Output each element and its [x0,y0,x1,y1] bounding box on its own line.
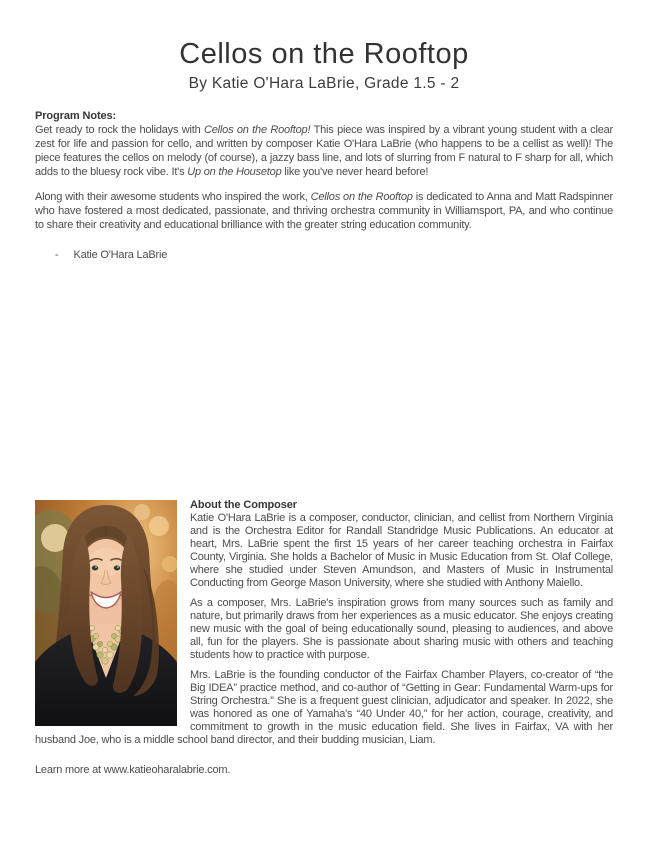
program-notes-heading: Program Notes: [35,110,117,122]
page-subtitle: By Katie O'Hara LaBrie, Grade 1.5 - 2 [188,75,460,92]
about-composer-section [35,499,613,777]
attribution-name: Katie O'Hara LaBrie [73,249,168,261]
about-paragraph-2: As a composer, Mrs. LaBrie's inspiration grows from many sources such as family and nature, but primarily draws from her experiences as a music educator. She enjoys creating new music with the goal of being educationally sound, pleasing to audiences, and above all, fun for the players. She is passionate about sharing music with others and teaching students how to practice with purpose. [190,597,613,661]
program-notes-section [35,109,613,262]
page-title: Cellos on the Rooftop [179,38,469,70]
about-paragraph-1: Katie O'Hara LaBrie is a composer, conductor, clinician, and cellist from Northern Virginia and is the Orchestra Editor for Randall Standridge Music Publications. An educator at heart, Mrs. LaBrie spent the first 15 years of her career teaching orchestra in Fairfax County, Virginia. She holds a Bachelor of Music in Music Education from St. Olaf College, where she studied under Steven Amundson, and Masters of Music in Instrumental Conducting from George Mason University, where she studied with Anthony Maiello. [190,512,613,589]
composer-photo [35,500,177,726]
attribution-line [55,248,613,262]
learn-more-line: Learn more at www.katieoharalabrie.com. [35,764,231,776]
attribution-dash: - [55,249,59,261]
composer-photo-illustration [35,500,177,726]
about-composer-heading: About the Composer [190,499,297,511]
program-notes-paragraph-1: Get ready to rock the holidays with Cellos on the Rooftop! This piece was inspired by a vibrant young student with a clear zest for life and passion for cello, and written by composer Katie O'Hara LaBrie (who happens to be a cellist as well)! The piece features the cellos on melody (of course), a jazzy bass line, and lots of slurring from F natural to F sharp for all, which adds to the bluesy rock vibe. It's Up on the Housetop like you've never heard before! [35,124,613,178]
program-notes-paragraph-2: Along with their awesome students who inspired the work, Cellos on the Rooftop is dedicated to Anna and Matt Radspinner who have fostered a most dedicated, passionate, and thriving orchestra community in Williamsport, PA, and who continue to share their creativity and educational brilliance with the greater string education community. [35,191,614,231]
about-paragraph-3: Mrs. LaBrie is the founding conductor of the Fairfax Chamber Players, co-creator of “the Big IDEA” practice method, and co-author of “Getting in Gear: Fundamental Warm-ups for String Orchestra.” She is a frequent guest clinician, adjudicator and speaker. In 2022, she was honored as one of Yamaha's “40 Under 40,” for her action, courage, creativity, and commitment to growth in the music education field. She lives in Fairfax, VA with her husband Joe, who is a middle school band director, and their budding musician, Liam. [35,669,613,746]
